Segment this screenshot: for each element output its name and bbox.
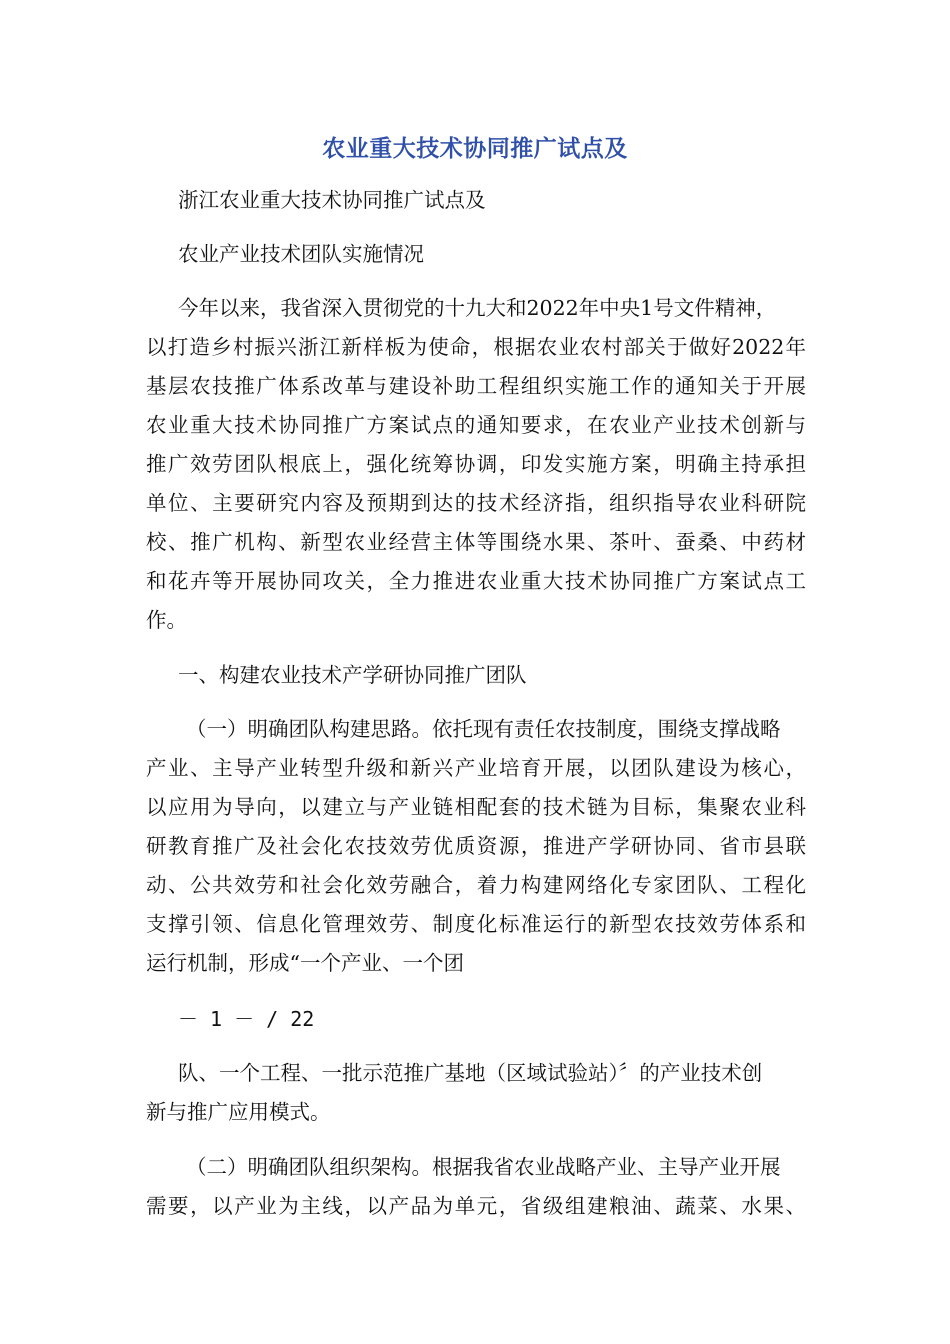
- paragraph-line: 支撑引领、信息化管理效劳、制度化标准运行的新型农技效劳体系和: [146, 912, 806, 936]
- subtitle-line-2: 农业产业技术团队实施情况: [178, 242, 424, 266]
- paragraph-line: （一）明确团队构建思路。依托现有责任农技制度，围绕支撑战略: [186, 717, 781, 741]
- paragraph-line: 今年以来，我省深入贯彻党的十九大和2022年中央1号文件精神，: [178, 296, 777, 320]
- paragraph-line: 基层农技推广体系改革与建设补助工程组织实施工作的通知关于开展: [146, 374, 806, 398]
- paragraph-line: 单位、主要研究内容及预期到达的技术经济指，组织指导农业科研院: [146, 491, 806, 515]
- section-heading: 一、构建农业技术产学研协同推广团队: [178, 663, 527, 687]
- paragraph-line: 需要，以产业为主线，以产品为单元，省级组建粮油、蔬菜、水果、: [146, 1194, 806, 1218]
- page-number: － 1 － / 22: [178, 1007, 315, 1031]
- paragraph-line: 以打造乡村振兴浙江新样板为使命，根据农业农村部关于做好2022年: [146, 335, 806, 359]
- paragraph-line: 以应用为导向，以建立与产业链相配套的技术链为目标，集聚农业科: [146, 795, 806, 819]
- paragraph-line: 研教育推广及社会化农技效劳优质资源，推进产学研协同、省市县联: [146, 834, 806, 858]
- paragraph-line: 校、推广机构、新型农业经营主体等围绕水果、茶叶、蚕桑、中药材: [146, 530, 806, 554]
- paragraph-line: 队、一个工程、一批示范推广基地（区域试验站）〞的产业技术创: [178, 1061, 763, 1085]
- paragraph-line: 作。: [146, 608, 187, 632]
- paragraph-line: 产业、主导产业转型升级和新兴产业培育开展，以团队建设为核心，: [146, 756, 806, 780]
- paragraph-line: 农业重大技术协同推广方案试点的通知要求，在农业产业技术创新与: [146, 413, 806, 437]
- paragraph-line: 运行机制，形成“一个产业、一个团: [146, 951, 464, 975]
- paragraph-line: 和花卉等开展协同攻关，全力推进农业重大技术协同推广方案试点工: [146, 569, 806, 593]
- paragraph-line: （二）明确团队组织架构。根据我省农业战略产业、主导产业开展: [186, 1155, 781, 1179]
- paragraph-line: 新与推广应用模式。: [146, 1100, 331, 1124]
- subtitle-line-1: 浙江农业重大技术协同推广试点及: [178, 188, 486, 212]
- paragraph-line: 推广效劳团队根底上，强化统筹协调，印发实施方案，明确主持承担: [146, 452, 806, 476]
- paragraph-line: 动、公共效劳和社会化效劳融合，着力构建网络化专家团队、工程化: [146, 873, 806, 897]
- document-title: 农业重大技术协同推广试点及: [322, 136, 628, 162]
